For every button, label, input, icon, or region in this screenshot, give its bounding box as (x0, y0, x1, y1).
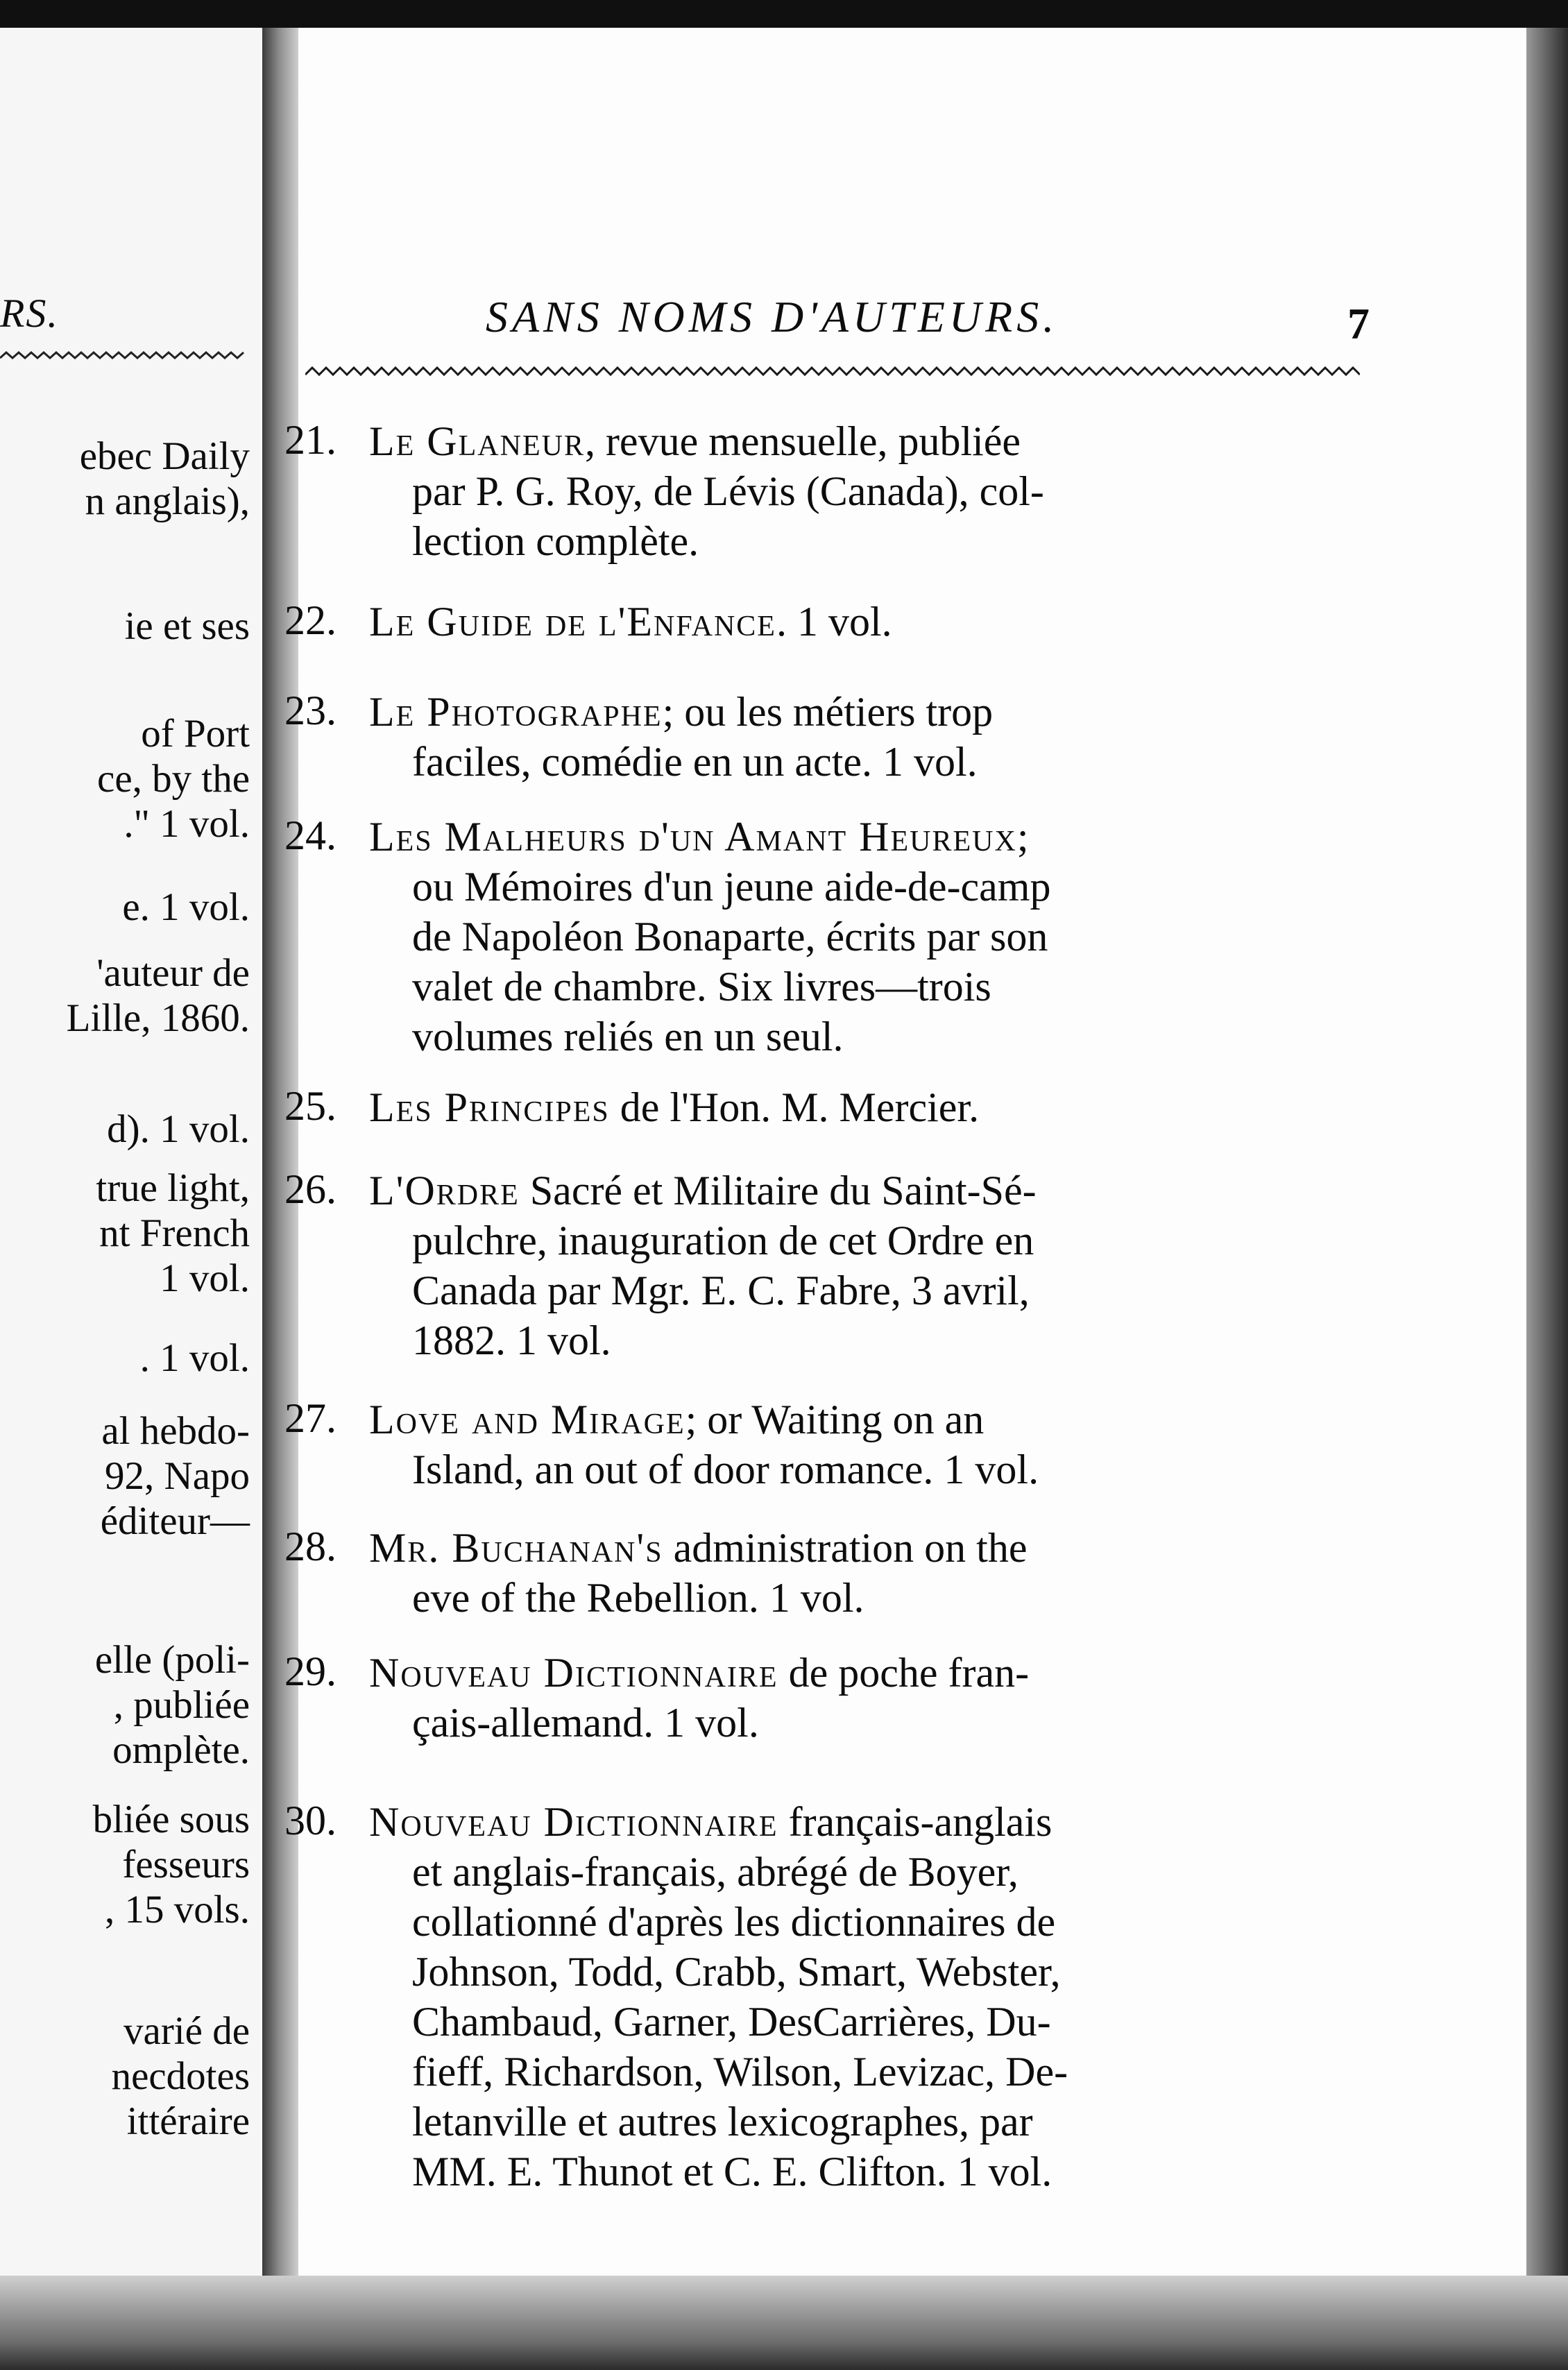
entry-text: ; (1016, 814, 1029, 860)
left-page-line: ." 1 vol. (123, 802, 250, 846)
catalog-entry (284, 1523, 1367, 1623)
left-page-line: éditeur— (100, 1499, 250, 1543)
entry-title: Le Glaneur (369, 418, 585, 464)
left-page-line: n anglais), (85, 479, 250, 523)
left-page (0, 28, 262, 2276)
entry-continuation-line: et anglais-français, abrégé de Boyer, (412, 1849, 1019, 1895)
left-page-line: 'auteur de (96, 951, 250, 995)
left-page-line: d). 1 vol. (107, 1107, 250, 1151)
entry-number: 23. (284, 688, 336, 733)
entry-title: L'Ordre (369, 1168, 520, 1213)
scan-top-border (0, 0, 1568, 28)
left-page-line: , publiée (113, 1683, 250, 1727)
left-page-line: Lille, 1860. (66, 996, 250, 1040)
entry-title: Nouveau Dictionnaire (369, 1799, 778, 1845)
entry-continuation-line: volumes reliés en un seul. (412, 1014, 844, 1059)
left-page-line: . 1 vol. (139, 1336, 250, 1380)
entry-continuation-line: par P. G. Roy, de Lévis (Canada), col- (412, 468, 1044, 514)
entry-continuation-line: eve of the Rebellion. 1 vol. (412, 1575, 864, 1621)
entry-continuation-line: collationné d'après les dictionnaires de (412, 1899, 1056, 1945)
entry-number: 28. (284, 1524, 336, 1569)
entry-text: français-anglais (778, 1799, 1053, 1845)
left-page-line: 1 vol. (160, 1256, 250, 1300)
page-number: 7 (1347, 299, 1370, 348)
entry-continuation-line: de Napoléon Bonaparte, écrits par son (412, 914, 1048, 960)
catalog-entry (284, 1395, 1367, 1494)
catalog-entry (284, 1082, 1367, 1132)
entry-title: Mr. Buchanan's (369, 1525, 663, 1571)
entry-number: 24. (284, 812, 336, 858)
left-page-line: e. 1 vol. (122, 885, 250, 929)
catalog-entry (284, 687, 1367, 787)
entry-continuation-line: ou Mémoires d'un jeune aide-de-camp (412, 864, 1051, 910)
entry-continuation-line: valet de chambre. Six livres—trois (412, 964, 991, 1009)
left-page-line: ittéraire (126, 2099, 250, 2143)
entry-number: 21. (284, 417, 336, 463)
left-page-line: ebec Daily (79, 434, 250, 478)
entry-continuation-line: Island, an out of door romance. 1 vol. (412, 1447, 1039, 1492)
entry-continuation-line: letanville et autres lexicographes, par (412, 2099, 1033, 2145)
entry-number: 30. (284, 1798, 336, 1843)
entry-continuation-line: lection complète. (412, 518, 699, 564)
entry-title: Le Photographe (369, 689, 663, 735)
entry-number: 29. (284, 1648, 336, 1694)
entry-continuation-line: Canada par Mgr. E. C. Fabre, 3 avril, (412, 1268, 1030, 1313)
entry-text: de l'Hon. M. Mercier. (609, 1084, 980, 1130)
entry-number: 26. (284, 1166, 336, 1212)
catalog-entry (284, 416, 1367, 566)
left-page-line: bliée sous (92, 1798, 250, 1841)
left-page-line: necdotes (111, 2054, 250, 2098)
entry-continuation-line: faciles, comédie en un acte. 1 vol. (412, 739, 978, 785)
catalog-entry (284, 1797, 1367, 2197)
entry-continuation-line: Johnson, Todd, Crabb, Smart, Webster, (412, 1949, 1061, 1995)
page-edge-shadow (1526, 28, 1568, 2338)
entry-number: 22. (284, 597, 336, 643)
left-page-line: elle (poli- (94, 1638, 250, 1682)
left-page-line: , 15 vols. (104, 1888, 250, 1932)
entry-text: , revue mensuelle, publiée (584, 418, 1021, 464)
catalog-entry (284, 1166, 1367, 1365)
running-header: SANS NOMS D'AUTEURS. (486, 292, 1059, 341)
entry-title: Nouveau Dictionnaire (369, 1650, 778, 1696)
left-page-line: nt French (99, 1211, 250, 1255)
catalog-entry (284, 812, 1367, 1062)
entry-title: Love and Mirage (369, 1397, 685, 1442)
left-page-header-fragment: RS. (0, 291, 59, 336)
left-page-line: al hebdo- (101, 1409, 250, 1453)
catalog-entry (284, 597, 1367, 647)
left-page-line: ce, by the (97, 757, 250, 801)
left-page-line: omplète. (112, 1728, 250, 1772)
entry-title: Les Malheurs d'un Amant Heureux (369, 814, 1017, 860)
entry-continuation-line: pulchre, inauguration de cet Ordre en (412, 1218, 1034, 1263)
entry-continuation-line: 1882. 1 vol. (412, 1318, 611, 1363)
scan-bottom-shadow (0, 2276, 1568, 2370)
entry-text: administration on the (663, 1525, 1028, 1571)
left-header-rule (0, 346, 250, 366)
left-page-line: varié de (123, 2009, 250, 2053)
entry-title: Le Guide de l'Enfance (369, 599, 776, 645)
entry-continuation-line: çais-allemand. 1 vol. (412, 1700, 759, 1746)
left-page-line: ie et ses (124, 604, 250, 648)
entry-number: 27. (284, 1395, 336, 1441)
entry-text: ; or Waiting on an (685, 1397, 985, 1442)
catalog-entry (284, 1648, 1367, 1748)
left-page-line: 92, Napo (105, 1454, 250, 1498)
left-page-line: true light, (96, 1166, 250, 1210)
entry-text: de poche fran- (778, 1650, 1030, 1696)
entry-continuation-line: MM. E. Thunot et C. E. Clifton. 1 vol. (412, 2149, 1053, 2194)
entry-text: ; ou les métiers trop (662, 689, 994, 735)
entry-continuation-line: fieff, Richardson, Wilson, Levizac, De- (412, 2049, 1068, 2095)
entry-number: 25. (284, 1083, 336, 1129)
left-page-line: fesseurs (122, 1843, 250, 1886)
entry-text: Sacré et Militaire du Saint-Sé- (519, 1168, 1037, 1213)
entry-title: Les Principes (369, 1084, 610, 1130)
left-page-line: of Port (141, 712, 250, 756)
entry-text: . 1 vol. (776, 599, 892, 645)
entry-continuation-line: Chambaud, Garner, DesCarrières, Du- (412, 1999, 1051, 2045)
header-wavy-rule (305, 361, 1360, 386)
